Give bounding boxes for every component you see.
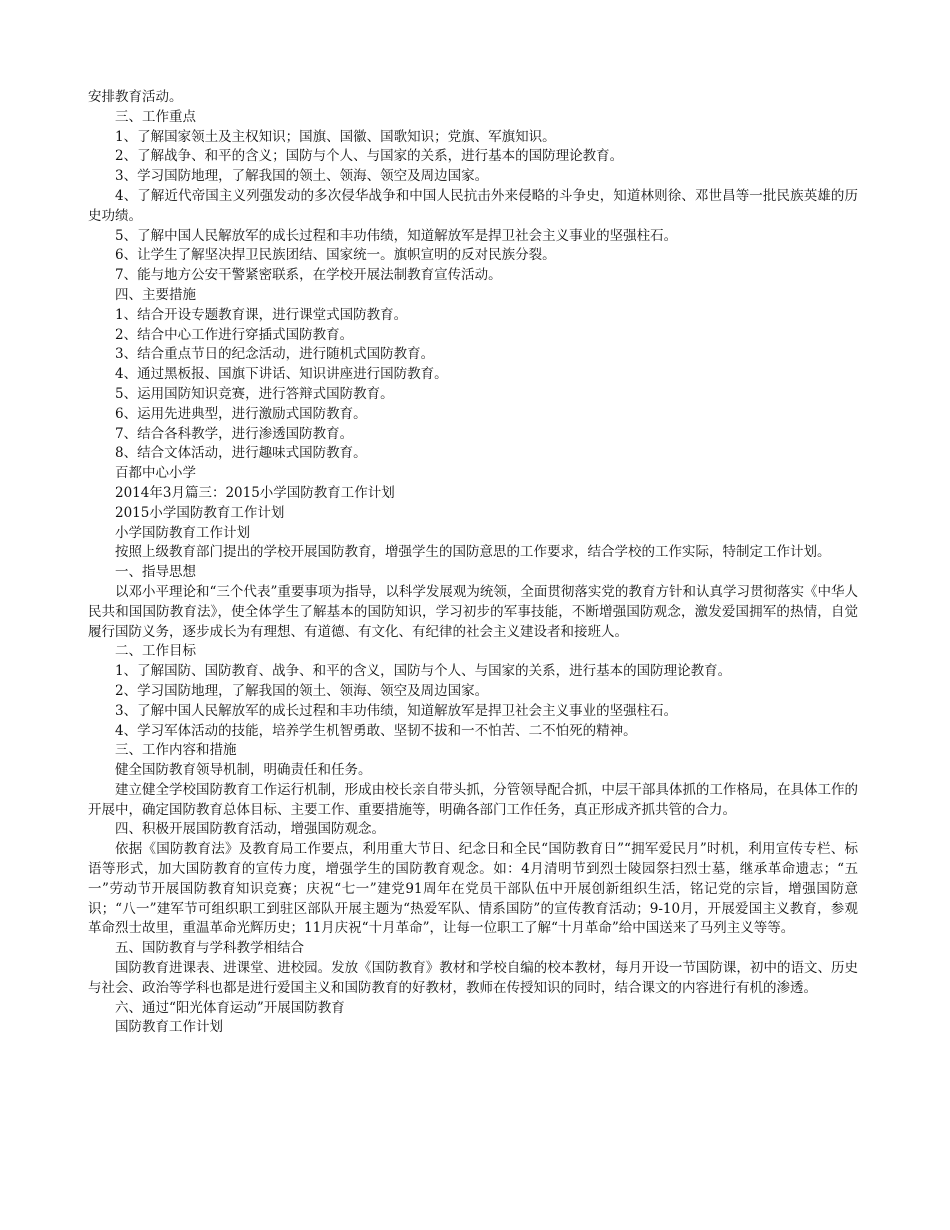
paragraph: 建立健全学校国防教育工作运行机制，形成由校长亲自带头抓，分管领导配合抓，中层干部具体抓的工作格局，在具体工作的开展中，确定国防教育总体目标、主要工作、重要措施等，明确各部门工作任务，真正形成齐抓共管的合力。 (88, 781, 858, 818)
paragraph: 1、了解国家领土及主权知识；国旗、国徽、国歌知识；党旗、军旗知识。 (115, 128, 556, 145)
paragraph: 3、结合重点节日的纪念活动，进行随机式国防教育。 (115, 346, 435, 363)
paragraph: 三、工作内容和措施 (115, 742, 237, 759)
paragraph: 4、通过黑板报、国旗下讲话、知识讲座进行国防教育。 (115, 366, 448, 383)
paragraph: 2、了解战争、和平的含义；国防与个人、与国家的关系，进行基本的国防理论教育。 (115, 148, 624, 165)
paragraph: 五、国防教育与学科教学相结合 (115, 940, 304, 957)
paragraph: 6、让学生了解坚决捍卫民族团结、国家统一。旗帜宣明的反对民族分裂。 (115, 247, 556, 264)
paragraph: 按照上级教育部门提出的学校开展国防教育，增强学生的国防意思的工作要求，结合学校的工作实际，特制定工作计划。 (115, 544, 831, 561)
paragraph: 2014年3月篇三：2015小学国防教育工作计划 (115, 484, 395, 501)
paragraph: 3、学习国防地理，了解我国的领土、领海、领空及周边国家。 (115, 168, 489, 185)
paragraph: 1、了解国防、国防教育、战争、和平的含义，国防与个人、与国家的关系，进行基本的国防理论教育。 (115, 663, 732, 680)
paragraph: 1、结合开设专题教育课，进行课堂式国防教育。 (115, 306, 408, 323)
paragraph: 国防教育工作计划 (115, 1019, 223, 1036)
paragraph: 2、结合中心工作进行穿插式国防教育。 (115, 326, 354, 343)
paragraph: 四、积极开展国防教育活动，增强国防观念。 (115, 821, 385, 838)
paragraph: 以邓小平理论和“三个代表”重要事项为指导，以科学发展观为统领，全面贯彻落实党的教育方针和认真学习贯彻落实《中华人民共和国国防教育法》，使全体学生了解基本的国防知识，学习初步的军事技能，不断增强国防观念，激发爱国拥军的热情，自觉履行国防义务，逐步成长为有理想、有道德、有文化、有纪律的社会主义建设者和接班人。 (88, 583, 858, 640)
paragraph: 安排教育活动。 (88, 89, 183, 105)
paragraph: 一、指导思想 (115, 564, 196, 581)
paragraph: 7、结合各科教学，进行渗透国防教育。 (115, 425, 354, 442)
paragraph: 健全国防教育领导机制，明确责任和任务。 (115, 762, 372, 779)
paragraph: 2、学习国防地理，了解我国的领土、领海、领空及周边国家。 (115, 682, 489, 699)
paragraph: 二、工作目标 (115, 643, 196, 660)
paragraph: 四、主要措施 (115, 286, 196, 303)
paragraph: 小学国防教育工作计划 (115, 524, 250, 541)
paragraph: 六、通过“阳光体育运动”开展国防教育 (115, 999, 345, 1016)
paragraph: 5、了解中国人民解放军的成长过程和丰功伟绩，知道解放军是捍卫社会主义事业的坚强柱石。 (115, 227, 678, 244)
paragraph: 4、学习军体活动的技能，培养学生机智勇敢、坚韧不拔和一不怕苦、二不怕死的精神。 (115, 722, 637, 739)
paragraph: 国防教育进课表、进课堂、进校园。发放《国防教育》教材和学校自编的校本教材，每月开设一节国防课，初中的语文、历史与社会、政治等学科也都是进行爱国主义和国防教育的好教材，教师在传授知识的同时，结合课文的内容进行有机的渗透。 (88, 960, 858, 996)
paragraph: 7、能与地方公安干警紧密联系，在学校开展法制教育宣传活动。 (115, 267, 502, 284)
paragraph: 6、运用先进典型，进行激励式国防教育。 (115, 405, 367, 422)
paragraph: 依据《国防教育法》及教育局工作要点，利用重大节日、纪念日和全民“国防教育日”“拥军爱民月”时机，利用宣传专栏、标语等形式，加大国防教育的宣传力度，增强学生的国防教育观念。如：4月清明节到烈士陵园祭扫烈士墓，继承革命遗志；“五一”劳动节开展国防教育知识竞赛；庆祝“七一”建党91周年在党员干部队伍中开展创新组织生活，铭记党的宗旨，增强国防意识；“八一”建军节可组织职工到驻区部队开展主题为“热爱军队、情系国防”的宣传教育活动；9-10月，开展爱国主义教育，参观革命烈士故里，重温革命光辉历史；11月庆祝“十月革命”，让每一位职工了解“十月革命”给中国送来了马列主义等等。 (88, 841, 858, 937)
paragraph: 8、结合文体活动，进行趣味式国防教育。 (115, 445, 367, 462)
paragraph: 5、运用国防知识竞赛，进行答辩式国防教育。 (115, 385, 394, 402)
paragraph: 3、了解中国人民解放军的成长过程和丰功伟绩，知道解放军是捍卫社会主义事业的坚强柱石。 (115, 702, 678, 719)
paragraph: 三、工作重点 (115, 108, 196, 125)
paragraph: 4、了解近代帝国主义列强发动的多次侵华战争和中国人民抗击外来侵略的斗争史，知道林则徐、邓世昌等一批民族英雄的历史功绩。 (88, 187, 858, 224)
paragraph: 2015小学国防教育工作计划 (115, 504, 285, 521)
paragraph: 百都中心小学 (115, 465, 196, 482)
